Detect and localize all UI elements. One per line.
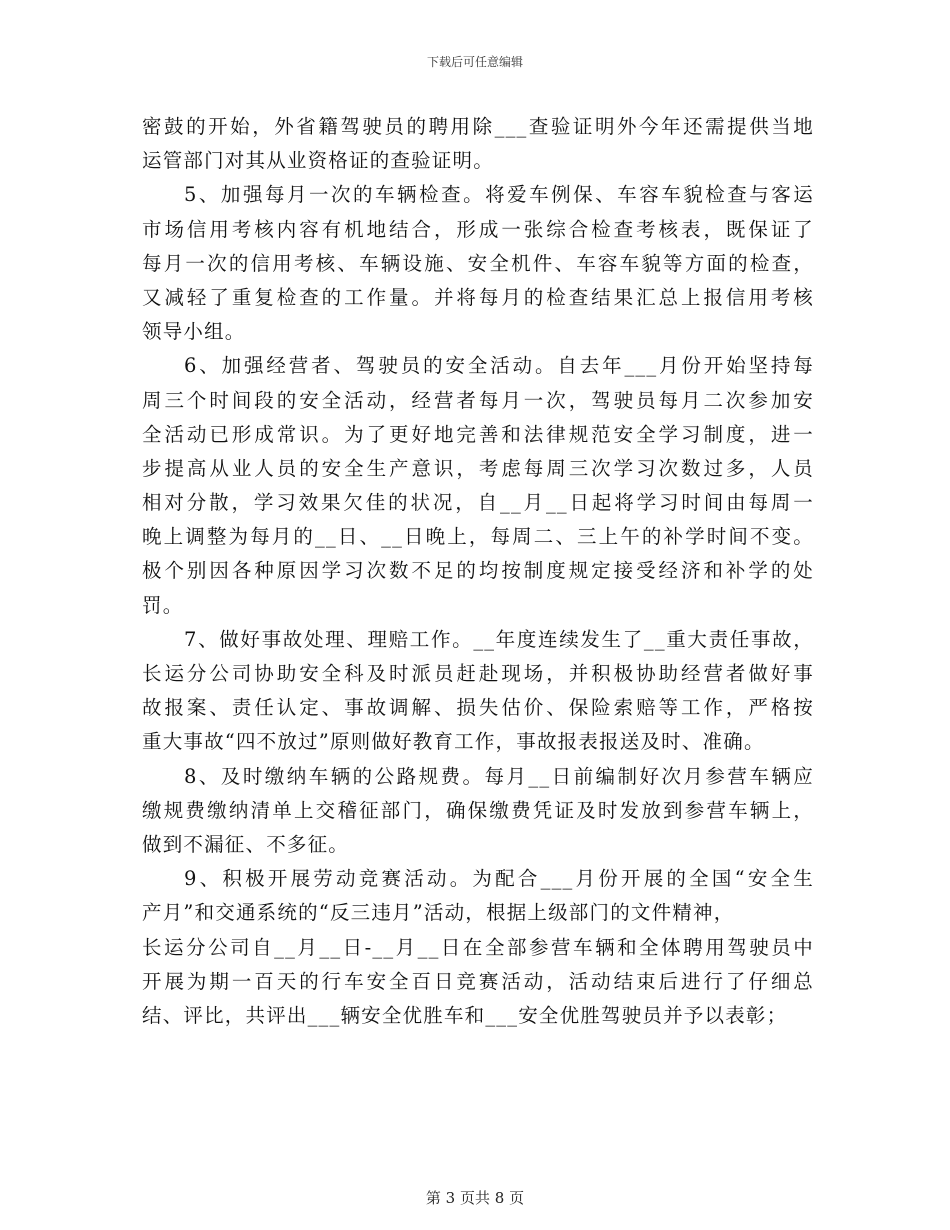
text-line: 每月一次的信用考核、车辆设施、安全机件、车容车貌等方面的检查， [142,251,814,275]
text-line: 又减轻了重复检查的工作量。并将每月的检查结果汇总上报信用考核 [142,285,814,309]
text-line: 7、做好事故处理、理赔工作。__年度连续发生了__重大责任事故， [184,627,814,651]
document-body [142,110,814,1033]
text-line: 8、及时缴纳车辆的公路规费。每月__日前编制好次月参营车辆应 [184,764,814,788]
text-line: 密鼓的开始，外省籍驾驶员的聘用除___查验证明外今年还需提供当地 [142,115,814,138]
text-line: 全活动已形成常识。为了更好地完善和法律规范安全学习制度，进一 [142,422,814,446]
page-header: 下载后可任意编辑 [426,55,523,69]
text-line: 周三个时间段的安全活动，经营者每月一次，驾驶员每月二次参加安 [142,388,814,412]
text-line: 极个别因各种原因学习次数不足的均按制度规定接受经济和补学的处 [142,559,814,583]
text-line: 9、积极开展劳动竞赛活动。为配合___月份开展的全国“安全生 [184,867,814,891]
text-line: 5、加强每月一次的车辆检查。将爱车例保、车容车貌检查与客运 [184,183,814,207]
text-line: 做到不漏征、不多征。 [142,832,350,856]
text-line: 故报案、责任认定、事故调解、损失估价、保险索赔等工作，严格按 [142,696,814,720]
text-line: 产月”和交通系统的“反三违月”活动，根据上级部门的文件精神， [142,901,735,925]
text-line: 长运分公司协助安全科及时派员赶赴现场，并积极协助经营者做好事 [142,662,814,685]
text-line: 晚上调整为每月的__日、__日晚上，每周二、三上午的补学时间不变。 [142,525,814,549]
text-line: 缴规费缴纳清单上交稽征部门，确保缴费凭证及时发放到参营车辆上， [142,798,814,822]
text-line: 重大事故“四不放过”原则做好教育工作，事故报表报送及时、准确。 [142,730,765,754]
text-line: 结、评比，共评出___辆安全优胜车和___安全优胜驾驶员并予以表彰； [142,1003,788,1027]
text-line: 步提高从业人员的安全生产意识，考虑每周三次学习次数过多，人员 [142,456,814,480]
text-line: 罚。 [142,593,184,617]
text-line: 开展为期一百天的行车安全百日竞赛活动，活动结束后进行了仔细总 [142,969,814,993]
text-line: 运管部门对其从业资格证的查验证明。 [142,149,494,173]
text-line: 市场信用考核内容有机地结合，形成一张综合检查考核表，既保证了 [142,217,814,241]
text-line: 长运分公司自__月__日-__月__日在全部参营车辆和全体聘用驾驶员中 [142,935,814,959]
text-line: 6、加强经营者、驾驶员的安全活动。自去年___月份开始坚持每 [184,354,814,378]
text-line: 领导小组。 [142,320,246,344]
text-line: 相对分散，学习效果欠佳的状况，自__月__日起将学习时间由每周一 [142,491,814,515]
page-footer: 第 3 页共 8 页 [425,1189,525,1207]
